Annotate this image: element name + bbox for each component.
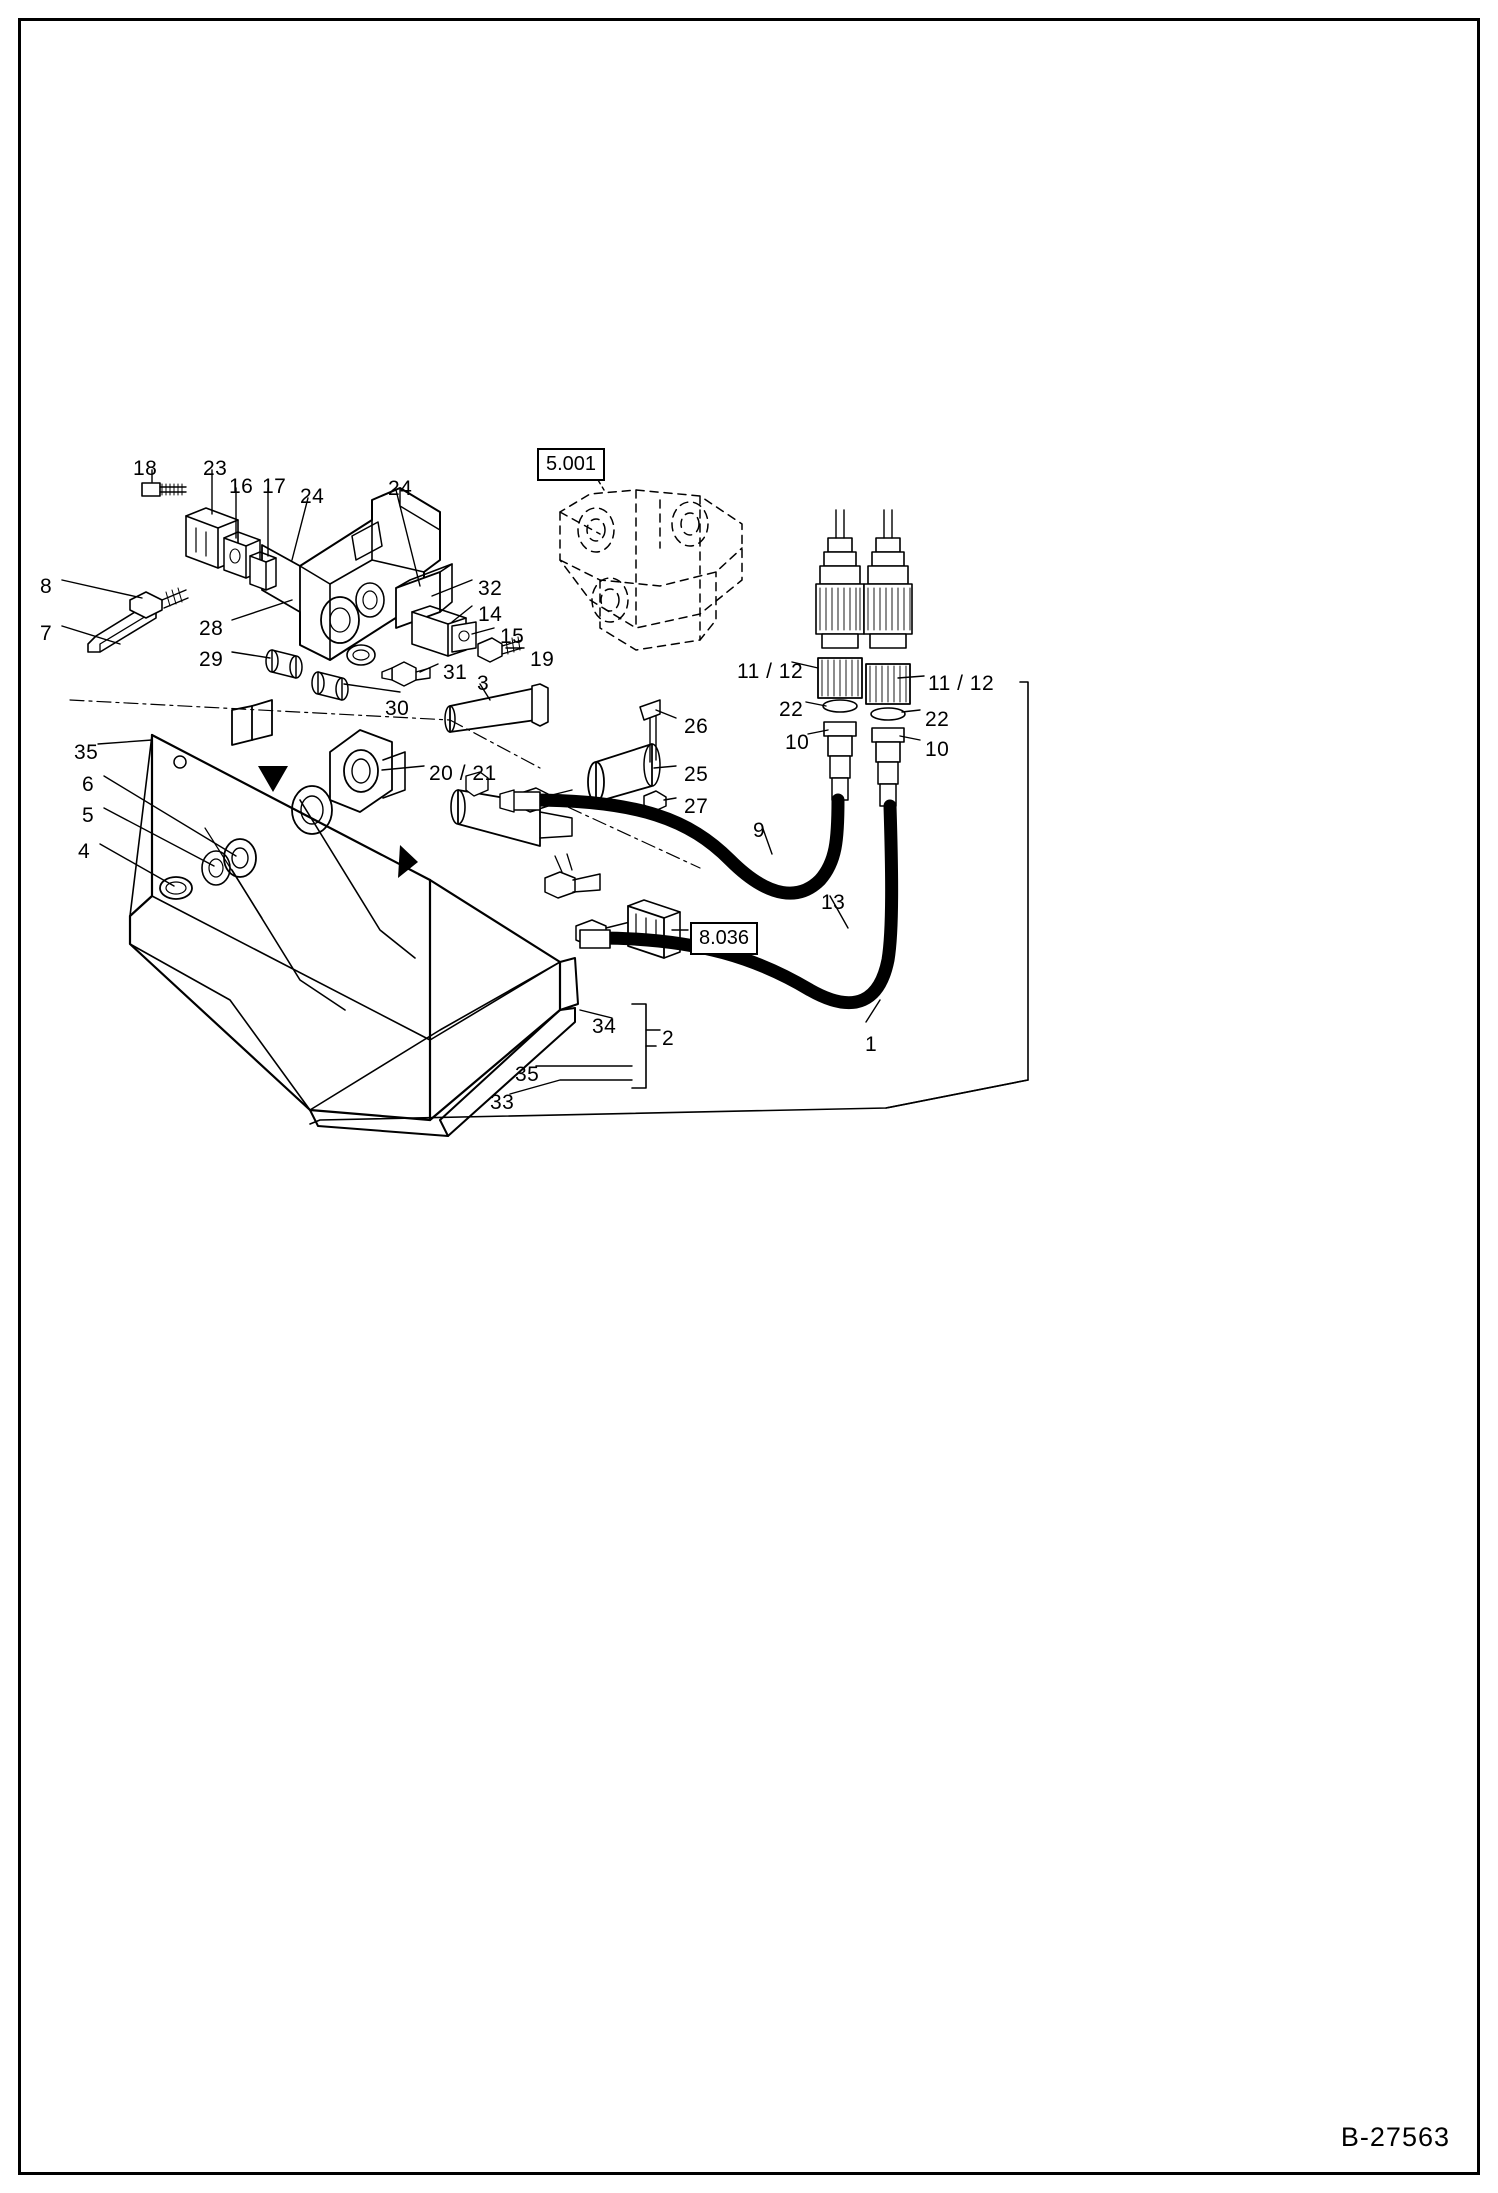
pin-3 [445,684,548,732]
callout-16: 16 [229,475,254,498]
callout-10-left: 10 [785,731,810,754]
callout-30: 30 [385,697,410,720]
callout-4: 4 [78,840,91,863]
callout-24-right: 24 [388,477,413,500]
callout-23: 23 [203,457,228,480]
callout-6: 6 [82,773,95,796]
callout-5: 5 [82,804,95,827]
sleeve-25 [588,700,666,811]
callout-11-12-right: 11 / 12 [928,672,995,695]
callout-29: 29 [199,648,224,671]
callout-1: 1 [865,1033,878,1056]
quick-couplers [816,510,912,806]
callout-35-lower: 35 [515,1063,540,1086]
callout-14: 14 [478,603,503,626]
callout-34: 34 [592,1015,617,1038]
callout-35-upper: 35 [74,741,99,764]
box-ref-8036[interactable]: 8.036 [690,922,758,955]
callout-27: 27 [684,795,709,818]
callout-8: 8 [40,575,53,598]
callout-18: 18 [133,457,158,480]
callout-15: 15 [500,625,525,648]
callout-3: 3 [477,672,490,695]
callout-22-right: 22 [925,708,950,731]
callout-26: 26 [684,715,709,738]
small-parts-left [142,483,276,590]
callout-11-12-left: 11 / 12 [737,660,804,683]
callout-33: 33 [490,1091,515,1114]
callout-13: 13 [821,891,846,914]
callout-7: 7 [40,622,53,645]
callout-22-left: 22 [779,698,804,721]
document-id: B-27563 [1340,2122,1450,2152]
coupler-phantom [560,490,742,650]
callout-17: 17 [262,475,287,498]
callout-2: 2 [662,1027,675,1050]
callout-25: 25 [684,763,709,786]
callout-28: 28 [199,617,224,640]
callout-19: 19 [530,648,555,671]
callout-32: 32 [478,577,503,600]
callout-9: 9 [753,819,766,842]
callout-24-left: 24 [300,485,325,508]
callout-31: 31 [443,661,468,684]
callout-20-21: 20 / 21 [429,762,497,785]
callout-10-right: 10 [925,738,950,761]
box-ref-5001[interactable]: 5.001 [537,448,605,481]
